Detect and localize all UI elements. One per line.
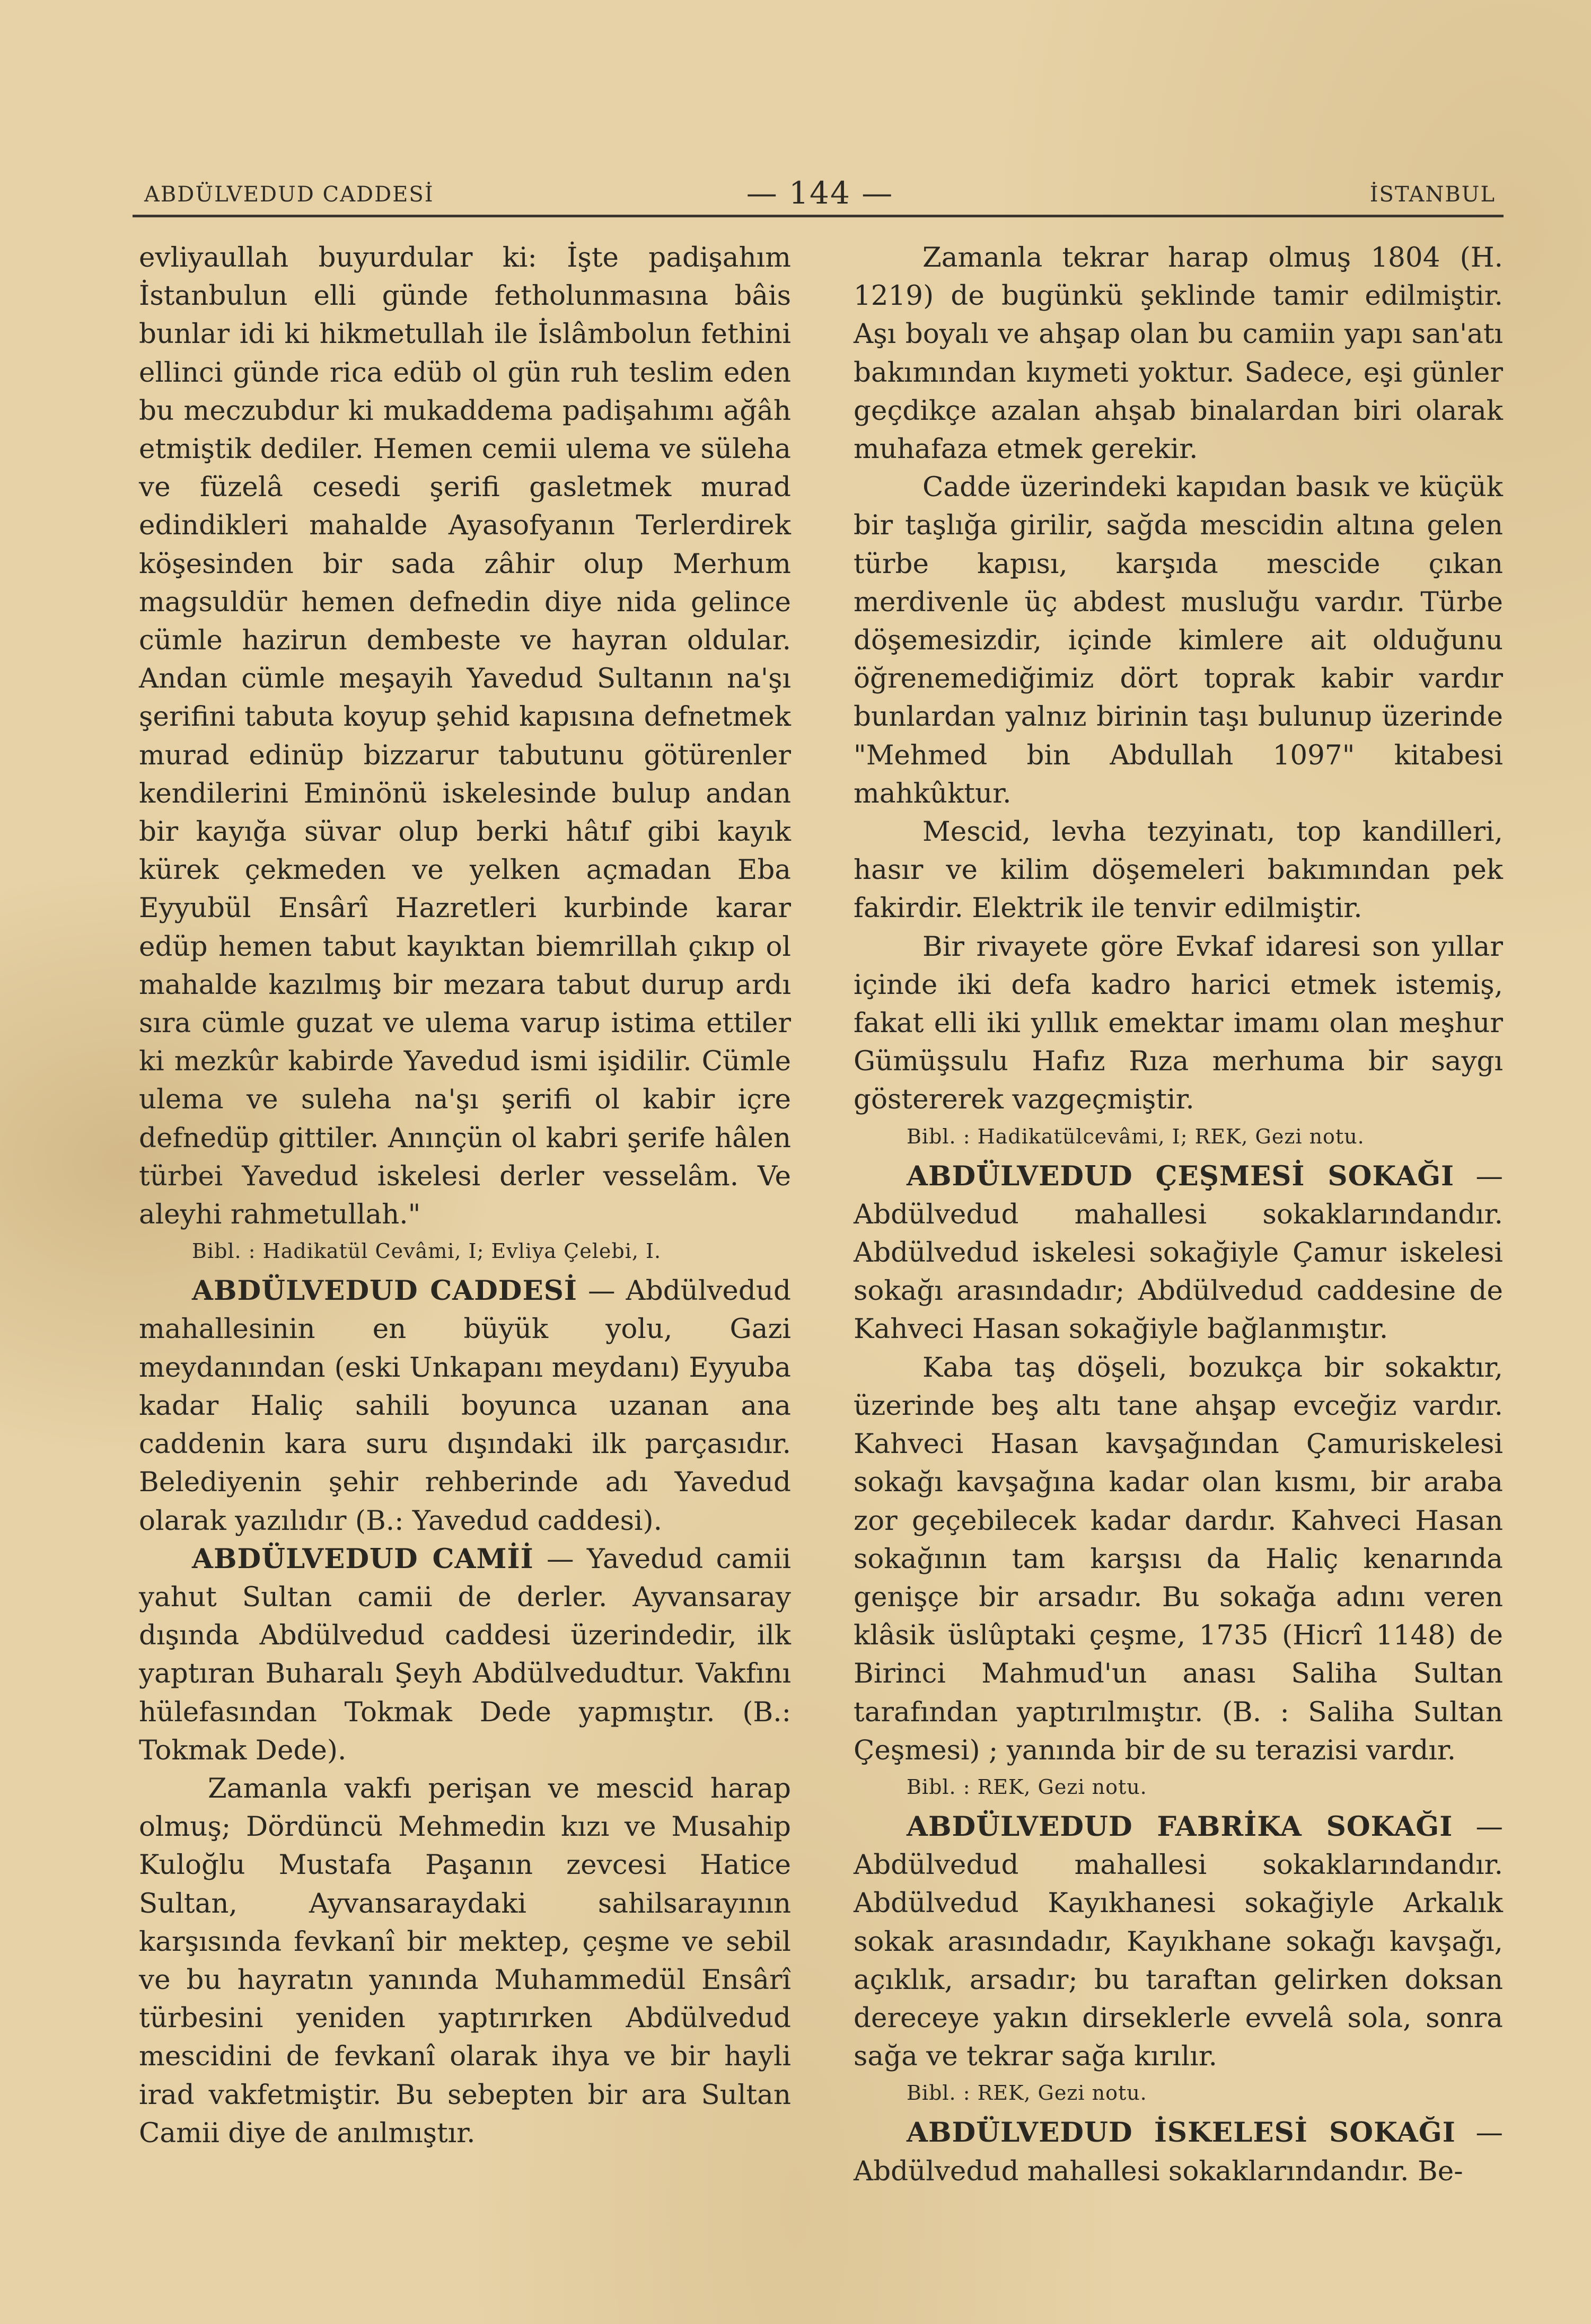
paragraph: Cadde üzerindeki kapıdan basık ve küçük bir taşlığa girilir, sağda mescidin altına gelen türbe kapısı, karşıda mescide çıkan merdivenle üç abdest musluğu vardır. Türbe döşemesizdir, içinde kimlere ait olduğunu öğrenemediğimiz dört toprak kabir vardır bunlardan yalnız birinin taşı bulunup üzerinde "Mehmed bin Abdullah 1097" kitabesi mahkûktur. bbox=[854, 471, 1503, 809]
entry-text: — Abdülvedud mahallesi sokaklarındandır. Abdülvedud Kayıkhanesi sokağiyle Arkalık sokak arasındadır, Kayıkhane sokağı kavşağı, açıklık, arsadır; bu taraftan gelirken doksan dereceye yakın dirseklerle evvelâ sola, sonra sağa ve tekrar sağa kırılır. bbox=[854, 1810, 1503, 2073]
entry-title: ABDÜLVEDUD CADDESİ bbox=[192, 1275, 577, 1307]
left-column bbox=[139, 239, 791, 2152]
page-number: — 144 — bbox=[746, 175, 894, 211]
paragraph: evliyaullah buyurdular ki: İşte padişahım İstanbulun elli günde fetholunmasına bâis bunlar idi ki hikmetullah ile İslâmbolun fethini ellinci günde rica edüb ol gün ruh teslim eden bu meczubdur ki mukaddema padişahımı ağâh etmiştik dediler. Hemen cemii ulema ve süleha ve füzelâ cesedi şerifi gasletmek murad edindikleri mahalde Ayasofyanın Terlerdirek köşesinden bir sada zâhir olup Merhum magsuldür hemen defnedin diye nida gelince cümle hazirun dembeste ve hayran oldular. Andan cümle meşayih Yavedud Sultanın na'şı şerifini tabuta koyup şehid kapısına defnetmek murad edinüp bizzarur tabutunu götürenler kendilerini Eminönü iskelesinde bulup andan bir kayığa süvar olup berki hâtıf gibi kayık kürek çekmeden ve yelken açmadan Eba Eyyubül Ensârî Hazretleri kurbinde karar edüp hemen tabut kayıktan biemrillah çıkıp ol mahalde kazılmış bir mezara tabut durup ardı sıra cümle guzat ve ulema varup istima ettiler ki mezkûr kabirde Yavedud ismi işidilir. Cümle ulema ve suleha na'şı şerifi ol kabir içre defnedüp gittiler. Anınçün ol kabri şerife hâlen türbei Yavedud iskelesi derler vesselâm. Ve aleyhi rahmetullah." bbox=[139, 242, 791, 1231]
entry-abdulvedud-fabrika-sokagi bbox=[854, 1808, 1503, 2075]
running-header bbox=[144, 169, 1496, 211]
paragraph: Mescid, levha tezyinatı, top kandilleri, hasır ve kilim döşemeleri bakımından pek fakirdir. Elektrik ile tenvir edilmiştir. bbox=[854, 816, 1503, 925]
bibliography: Bibl. : REK, Gezi notu. bbox=[907, 2081, 1147, 2105]
entry-text: — Abdülvedud mahallesinin en büyük yolu, Gazi meydanından (eski Unkapanı meydanı) Eyyuba kadar Haliç sahili boyunca uzanan ana caddenin kara suru dışındaki ilk parçasıdır. Belediyenin şehir rehberinde adı Yavedud olarak yazılıdır (B.: Yavedud caddesi). bbox=[139, 1275, 791, 1537]
entry-text: — Yavedud camii yahut Sultan camii de derler. Ayvansaray dışında Abdülvedud caddesi üzerindedir, ilk yaptıran Buharalı Şeyh Abdülvedudtur. Vakfını hülefasından Tokmak Dede yapmıştır. (B.: Tokmak Dede). bbox=[139, 1543, 791, 1766]
header-rule bbox=[133, 215, 1504, 217]
entry-title: ABDÜLVEDUD FABRİKA SOKAĞI bbox=[907, 1810, 1453, 1843]
bibliography: Bibl. : REK, Gezi notu. bbox=[907, 1775, 1147, 1799]
entry-title: ABDÜLVEDUD CAMİİ bbox=[192, 1543, 534, 1575]
paragraph: Kaba taş döşeli, bozukça bir sokaktır, üzerinde beş altı tane ahşap evceğiz vardır. Kahveci Hasan kavşağından Çamuriskelesi sokağı kavşağına kadar olan kısmı, bir araba zor geçebilecek kadar dardır. Kahveci Hasan sokağının tam karşısı da Haliç kenarında genişçe bir arsadır. Bu sokağa adını veren klâsik üslûptaki çeşme, 1735 (Hicrî 1148) de Birinci Mahmud'un anası Saliha Sultan tarafından yaptırılmıştır. (B. : Saliha Sultan Çeşmesi) ; yanında bir de su terazisi vardır. bbox=[854, 1351, 1503, 1766]
paragraph: Bir rivayete göre Evkaf idaresi son yıllar içinde iki defa kadro harici etmek istemiş, fakat elli iki yıllık emektar imamı olan meşhur Gümüşsulu Hafız Rıza merhuma bir saygı göstererek vazgeçmiştir. bbox=[854, 930, 1503, 1116]
entry-abdulvedud-iskelesi-sokagi bbox=[854, 2114, 1503, 2190]
entry-abdulvedud-cesmesi-sokagi bbox=[854, 1157, 1503, 1349]
header-title: ABDÜLVEDUD CADDESİ bbox=[144, 182, 434, 207]
entry-text: — Abdülvedud mahallesi sokaklarındandır. Be- bbox=[854, 2117, 1504, 2187]
bibliography: Bibl. : Hadikatülcevâmi, I; REK, Gezi notu. bbox=[907, 1124, 1365, 1148]
header-city: İSTANBUL bbox=[1369, 182, 1496, 207]
paragraph: Zamanla tekrar harap olmuş 1804 (H. 1219) de bugünkü şeklinde tamir edilmiştir. Aşı boyalı ve ahşap olan bu camiin yapı san'atı bakımından kıymeti yoktur. Sadece, eşi günler geçdikçe azalan ahşab binalardan biri olarak muhafaza etmek gerekir. bbox=[854, 242, 1503, 465]
entry-text: — Abdülvedud mahallesi sokaklarındandır. Abdülvedud iskelesi sokağiyle Çamur iskelesi sokağı arasındadır; Abdülvedud caddesine de Kahveci Hasan sokağiyle bağlanmıştır. bbox=[854, 1160, 1504, 1345]
entry-title: ABDÜLVEDUD ÇEŞMESİ SOKAĞI bbox=[907, 1160, 1455, 1192]
bibliography: Bibl. : Hadikatül Cevâmi, I; Evliya Çelebi, I. bbox=[192, 1239, 662, 1263]
entry-title: ABDÜLVEDUD İSKELESİ SOKAĞI bbox=[907, 2117, 1456, 2149]
entry-abdulvedud-camii bbox=[139, 1540, 791, 1770]
paragraph: Zamanla vakfı perişan ve mescid harap olmuş; Dördüncü Mehmedin kızı ve Musahip Kuloğlu Mustafa Paşanın zevcesi Hatice Sultan, Ayvansaraydaki sahilsarayının karşısında fevkanî bir mektep, çeşme ve sebil ve bu hayratın yanında Muhammedül Ensârî türbesini yeniden yaptırırken Abdülvedud mescidini de fevkanî olarak ihya ve bir hayli irad vakfetmiştir. Bu sebepten bir ara Sultan Camii diye de anılmıştır. bbox=[139, 1772, 791, 2149]
right-column bbox=[854, 239, 1503, 2190]
entry-abdulvedud-caddesi bbox=[139, 1272, 791, 1539]
